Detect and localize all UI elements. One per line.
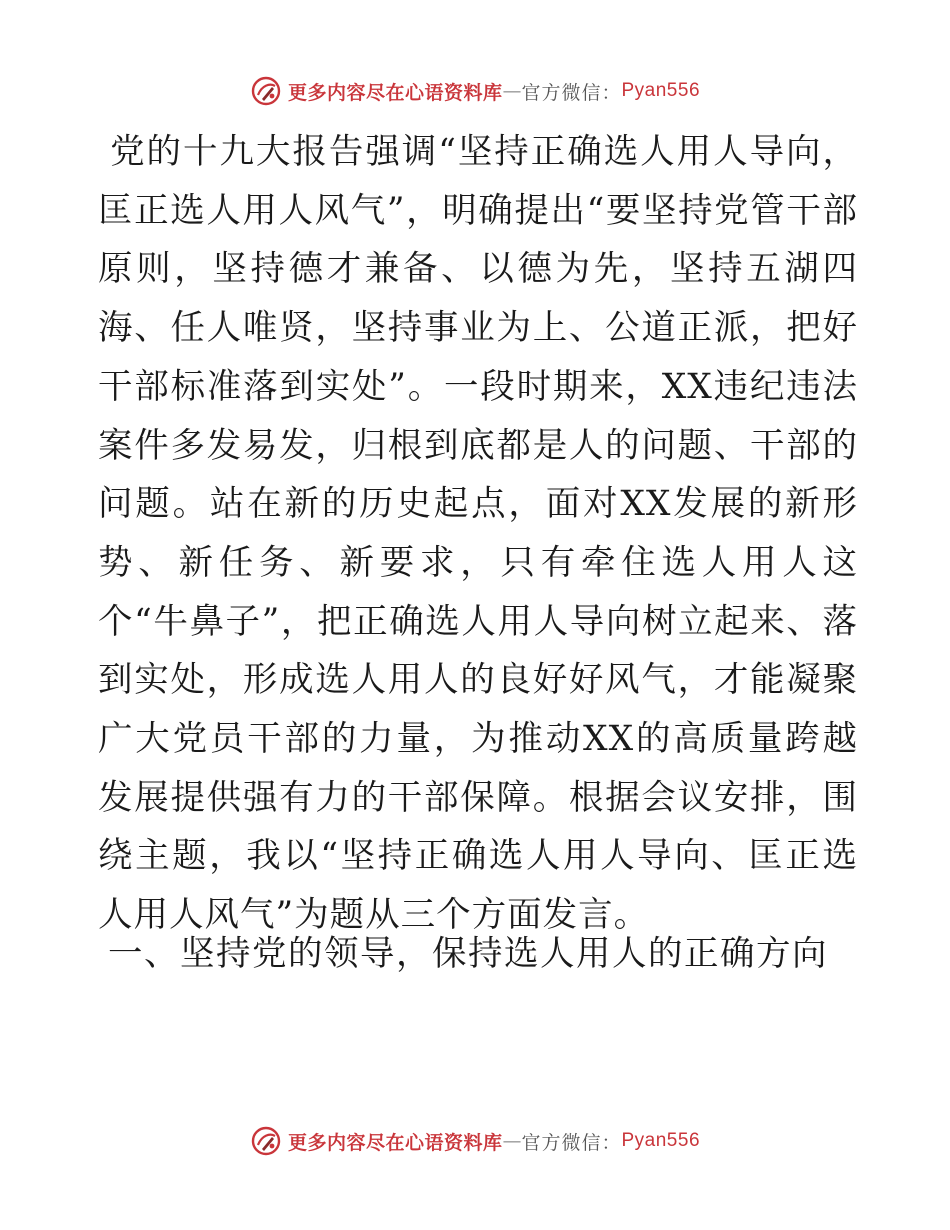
document-body [98, 123, 858, 945]
footer-watermark [0, 1121, 950, 1161]
watermark-site-name: 更多内容尽在心语资料库 [287, 81, 503, 104]
watermark-separator: — [502, 80, 522, 102]
watermark-separator: — [502, 1130, 522, 1152]
library-logo-icon [250, 75, 282, 107]
watermark-wechat-id: Pyan556 [621, 1130, 701, 1151]
watermark-wechat-label: 官方微信： [521, 1131, 622, 1154]
watermark-wechat-label: 官方微信： [521, 81, 622, 104]
body-paragraph: 党的十九大报告强调“坚持正确选人用人导向，匡正选人用人风气”，明确提出“要坚持党管干部原则，坚持德才兼备、以德为先，坚持五湖四海、任人唯贤，坚持事业为上、公道正派，把好干部标准落到实处”。一段时期来，XX违纪违法案件多发易发，归根到底都是人的问题、干部的问题。站在新的历史起点，面对XX发展的新形势、新任务、新要求，只有牵住选人用人这个“牛鼻子”，把正确选人用人导向树立起来、落到实处，形成选人用人的良好好风气，才能凝聚广大党员干部的力量，为推动XX的高质量跨越发展提供强有力的干部保障。根据会议安排，围绕主题，我以“坚持正确选人用人导向、匡正选人用人风气”为题从三个方面发言。 [98, 132, 858, 936]
section-heading: 一、坚持党的领导，保持选人用人的正确方向 [108, 934, 828, 974]
watermark-site-name: 更多内容尽在心语资料库 [287, 1131, 503, 1154]
header-watermark [0, 71, 950, 111]
library-logo-icon [250, 1125, 282, 1157]
watermark-wechat-id: Pyan556 [621, 80, 701, 101]
